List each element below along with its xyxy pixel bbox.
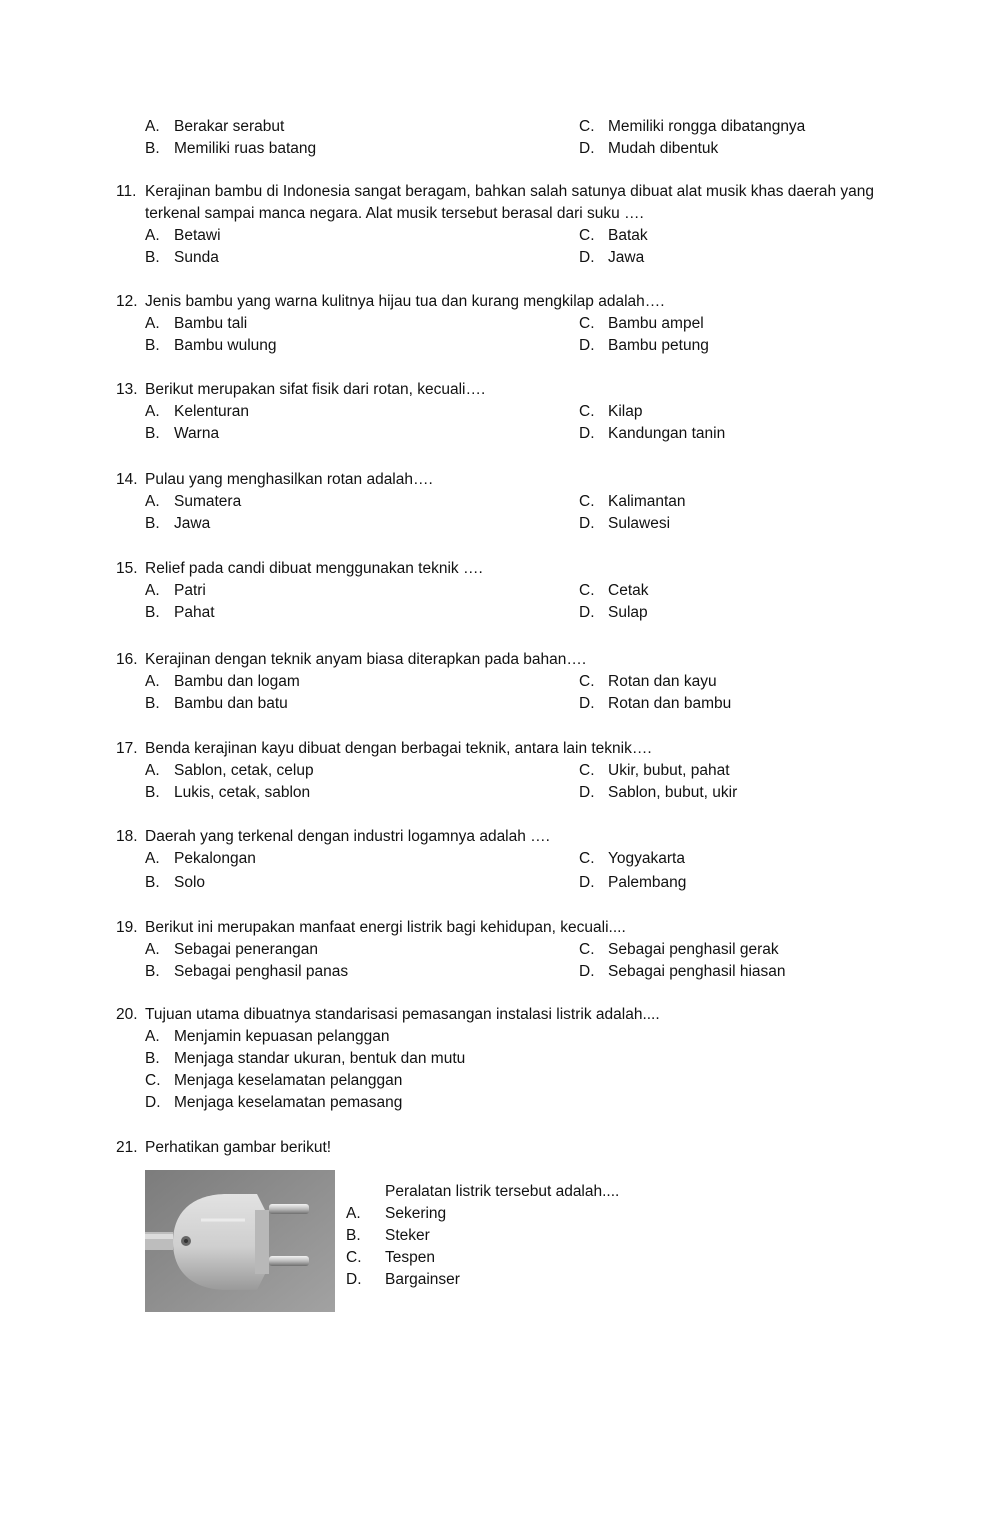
plug-photo — [145, 1170, 335, 1312]
question-text: Jenis bambu yang warna kulitnya hijau tua dan kurang mengkilap adalah…. — [145, 293, 665, 310]
option-d: D. Rotan dan bambu — [579, 695, 732, 712]
option-grid — [145, 116, 916, 160]
option-grid — [145, 939, 916, 983]
question-number: 21. — [116, 1139, 138, 1156]
question-13 — [116, 379, 916, 445]
question-16 — [116, 649, 916, 715]
option-d: D. Menjaga keselamatan pemasang — [145, 1094, 403, 1111]
question-number: 11. — [116, 183, 137, 200]
option-c: C. Batak — [579, 227, 648, 244]
question-number: 16. — [116, 651, 138, 668]
option-a: A. Berakar serabut — [145, 118, 285, 135]
option-b: B. Memiliki ruas batang — [145, 140, 317, 157]
question-number: 17. — [116, 740, 138, 757]
electrical-plug-image — [145, 1170, 335, 1312]
question-18 — [116, 826, 916, 894]
question-number: 18. — [116, 828, 138, 845]
option-c: C. Rotan dan kayu — [579, 673, 717, 690]
question-prompt: Peralatan listrik tersebut adalah.... — [385, 1183, 620, 1200]
option-grid — [145, 671, 916, 715]
option-grid — [145, 580, 916, 624]
option-a: A. Bambu dan logam — [145, 673, 300, 690]
option-c: C. Memiliki rongga dibatangnya — [579, 118, 806, 135]
question-10-options-block — [116, 116, 916, 160]
question-number: 12. — [116, 293, 138, 310]
option-b: B. Menjaga standar ukuran, bentuk dan mutu — [145, 1050, 466, 1067]
option-grid — [145, 491, 916, 535]
option-grid — [145, 848, 916, 894]
question-21-answers — [346, 1181, 766, 1291]
question-14 — [116, 469, 916, 535]
question-number: 14. — [116, 471, 138, 488]
option-b: B. Warna — [145, 425, 220, 442]
option-grid — [145, 225, 916, 269]
option-c: C. Menjaga keselamatan pelanggan — [145, 1072, 403, 1089]
option-a: A. Pekalongan — [145, 850, 256, 867]
option-c: C. Kalimantan — [579, 493, 686, 510]
option-b: B. Jawa — [145, 515, 211, 532]
question-21 — [116, 1137, 916, 1159]
option-b: B. Lukis, cetak, sablon — [145, 784, 311, 801]
option-b: B. Bambu dan batu — [145, 695, 288, 712]
option-d: D. Palembang — [579, 874, 687, 891]
question-text: Daerah yang terkenal dengan industri logamnya adalah …. — [145, 828, 550, 845]
option-b: B. Steker — [346, 1227, 430, 1244]
question-20 — [116, 1004, 916, 1114]
option-c: C. Bambu ampel — [579, 315, 704, 332]
option-d: D. Sulap — [579, 604, 648, 621]
option-a: A. Menjamin kepuasan pelanggan — [145, 1028, 390, 1045]
question-text: Kerajinan bambu di Indonesia sangat beragam, bahkan salah satunya dibuat alat musik khas daerah yang terkenal sampai manca negara. Alat musik tersebut berasal dari suku …. — [145, 183, 874, 222]
option-b: B. Bambu wulung — [145, 337, 277, 354]
question-number: 13. — [116, 381, 138, 398]
option-a: A. Patri — [145, 582, 206, 599]
question-text: Berikut ini merupakan manfaat energi listrik bagi kehidupan, kecuali.... — [145, 919, 626, 936]
option-d: D. Sebagai penghasil hiasan — [579, 963, 786, 980]
option-a: A. Sekering — [346, 1205, 447, 1222]
question-number: 20. — [116, 1006, 138, 1023]
option-grid — [145, 401, 916, 445]
question-15 — [116, 558, 916, 624]
question-number: 15. — [116, 560, 138, 577]
question-text: Relief pada candi dibuat menggunakan teknik …. — [145, 560, 483, 577]
option-b: B. Sebagai penghasil panas — [145, 963, 349, 980]
question-11 — [116, 181, 916, 269]
option-a: A. Kelenturan — [145, 403, 249, 420]
option-c: C. Yogyakarta — [579, 850, 685, 867]
question-text: Benda kerajinan kayu dibuat dengan berbagai teknik, antara lain teknik…. — [145, 740, 652, 757]
option-c: C. Cetak — [579, 582, 649, 599]
option-a: A. Bambu tali — [145, 315, 248, 332]
option-grid — [145, 760, 916, 804]
option-d: D. Bargainser — [346, 1271, 460, 1288]
option-grid — [145, 313, 916, 357]
option-b: B. Pahat — [145, 604, 215, 621]
option-c: C. Sebagai penghasil gerak — [579, 941, 779, 958]
question-text: Tujuan utama dibuatnya standarisasi pemasangan instalasi listrik adalah.... — [145, 1006, 660, 1023]
question-text: Pulau yang menghasilkan rotan adalah…. — [145, 471, 433, 488]
question-19 — [116, 917, 916, 983]
option-b: B. Solo — [145, 874, 206, 891]
option-d: D. Mudah dibentuk — [579, 140, 719, 157]
option-b: B. Sunda — [145, 249, 219, 266]
option-d: D. Jawa — [579, 249, 645, 266]
option-c: C. Kilap — [579, 403, 643, 420]
option-d: D. Kandungan tanin — [579, 425, 726, 442]
question-12 — [116, 291, 916, 357]
option-d: D. Bambu petung — [579, 337, 709, 354]
question-number: 19. — [116, 919, 138, 936]
question-17 — [116, 738, 916, 804]
option-a: A. Betawi — [145, 227, 221, 244]
option-a: A. Sebagai penerangan — [145, 941, 318, 958]
question-text: Berikut merupakan sifat fisik dari rotan, kecuali…. — [145, 381, 486, 398]
option-d: D. Sablon, bubut, ukir — [579, 784, 738, 801]
option-c: C. Tespen — [346, 1249, 435, 1266]
option-a: A. Sumatera — [145, 493, 242, 510]
option-d: D. Sulawesi — [579, 515, 671, 532]
question-text: Kerajinan dengan teknik anyam biasa diterapkan pada bahan…. — [145, 651, 587, 668]
option-list — [145, 1026, 916, 1114]
option-c: C. Ukir, bubut, pahat — [579, 762, 730, 779]
question-text: Perhatikan gambar berikut! — [145, 1139, 332, 1156]
option-a: A. Sablon, cetak, celup — [145, 762, 314, 779]
